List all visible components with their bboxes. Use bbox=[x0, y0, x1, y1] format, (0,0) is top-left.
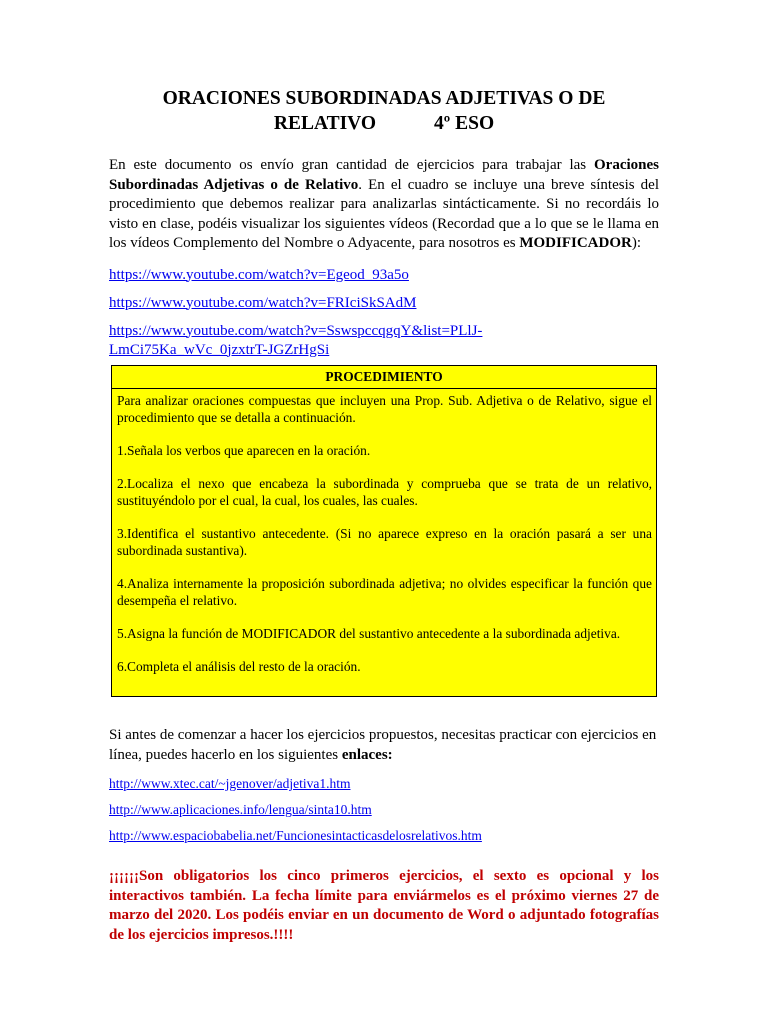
procedure-header: PROCEDIMIENTO bbox=[112, 366, 656, 389]
video-links bbox=[109, 266, 659, 360]
practice-links bbox=[109, 775, 659, 844]
title-course: 4º ESO bbox=[434, 113, 495, 134]
video-link-3[interactable]: https://www.youtube.com/watch?v=SswspccqgqY&list=PLlJ-LmCi75Ka_wVc_0jzxtrT-JGZrHgSi bbox=[109, 322, 483, 358]
title-line-2 bbox=[109, 111, 659, 136]
video-link-2[interactable]: https://www.youtube.com/watch?v=FRIciSkSAdM bbox=[109, 294, 417, 311]
intro-paragraph bbox=[109, 156, 659, 254]
practice-section bbox=[109, 726, 659, 853]
document-page bbox=[109, 0, 659, 943]
practice-paragraph bbox=[109, 726, 659, 765]
practice-text: Si antes de comenzar a hacer los ejercicios propuestos, necesitas practicar con ejercicios en línea, puedes hacerlo en los siguientes bbox=[109, 727, 657, 763]
procedure-step: 5.Asigna la función de MODIFICADOR del sustantivo antecedente a la subordinada adjetiva. bbox=[117, 626, 621, 641]
document-title bbox=[109, 86, 659, 136]
procedure-step: 3.Identifica el sustantivo antecedente. (Si no aparece expreso en la oración pasará a ser una subordinada sustantiva). bbox=[117, 526, 652, 558]
title-topic: RELATIVO bbox=[273, 113, 377, 134]
title-line-1: ORACIONES SUBORDINADAS ADJETIVAS O DE bbox=[162, 88, 606, 109]
deadline-warning: ¡¡¡¡¡¡Son obligatorios los cinco primeros ejercicios, el sexto es opcional y los interactivos también. La fecha límite para enviármelos es el próximo viernes 27 de marzo del 2020. Los podéis enviar en un documento de Word o adjuntado fotografías de los ejercicios impresos.!!!! bbox=[109, 868, 659, 943]
intro-text-2: . En el cuadro se incluye una breve síntesis del procedimiento que debemos realizar para analizarlas sintácticamente. Si no recordáis lo visto en clase, podéis visualizar los siguientes vídeos (Recordad que a lo que se le llama en los vídeos Complemento del Nombre o Adyacente, para nosotros es bbox=[109, 176, 659, 251]
practice-link-2[interactable]: http://www.aplicaciones.info/lengua/sinta10.htm bbox=[109, 802, 372, 817]
procedure-step: 2.Localiza el nexo que encabeza la subordinada y comprueba que se trata de un relativo, sustituyéndolo por el cual, la cual, los cuales, las cuales. bbox=[117, 476, 652, 508]
intro-text-1: En este documento os envío gran cantidad de ejercicios para trabajar las bbox=[109, 157, 594, 173]
video-link-1[interactable]: https://www.youtube.com/watch?v=Egeod_93a5o bbox=[109, 266, 409, 283]
intro-text-3: ): bbox=[631, 235, 642, 251]
procedure-step: 6.Completa el análisis del resto de la oración. bbox=[117, 659, 361, 674]
practice-bold: enlaces: bbox=[341, 746, 393, 763]
intro-bold-topic: Oraciones Subordinadas Adjetivas o de Relativo bbox=[109, 157, 659, 193]
intro-bold-modificador: MODIFICADOR bbox=[519, 235, 632, 251]
procedure-body bbox=[112, 389, 656, 675]
practice-link-1[interactable]: http://www.xtec.cat/~jgenover/adjetiva1.htm bbox=[109, 776, 351, 791]
procedure-intro: Para analizar oraciones compuestas que incluyen una Prop. Sub. Adjetiva o de Relativo, sigue el procedimiento que se detalla a continuación. bbox=[117, 393, 652, 425]
procedure-box bbox=[111, 365, 657, 697]
practice-link-3[interactable]: http://www.espaciobabelia.net/Funcionesintacticasdelosrelativos.htm bbox=[109, 828, 482, 843]
procedure-step: 4.Analiza internamente la proposición subordinada adjetiva; no olvides especificar la función que desempeña el relativo. bbox=[117, 576, 652, 608]
procedure-step: 1.Señala los verbos que aparecen en la oración. bbox=[117, 443, 371, 458]
